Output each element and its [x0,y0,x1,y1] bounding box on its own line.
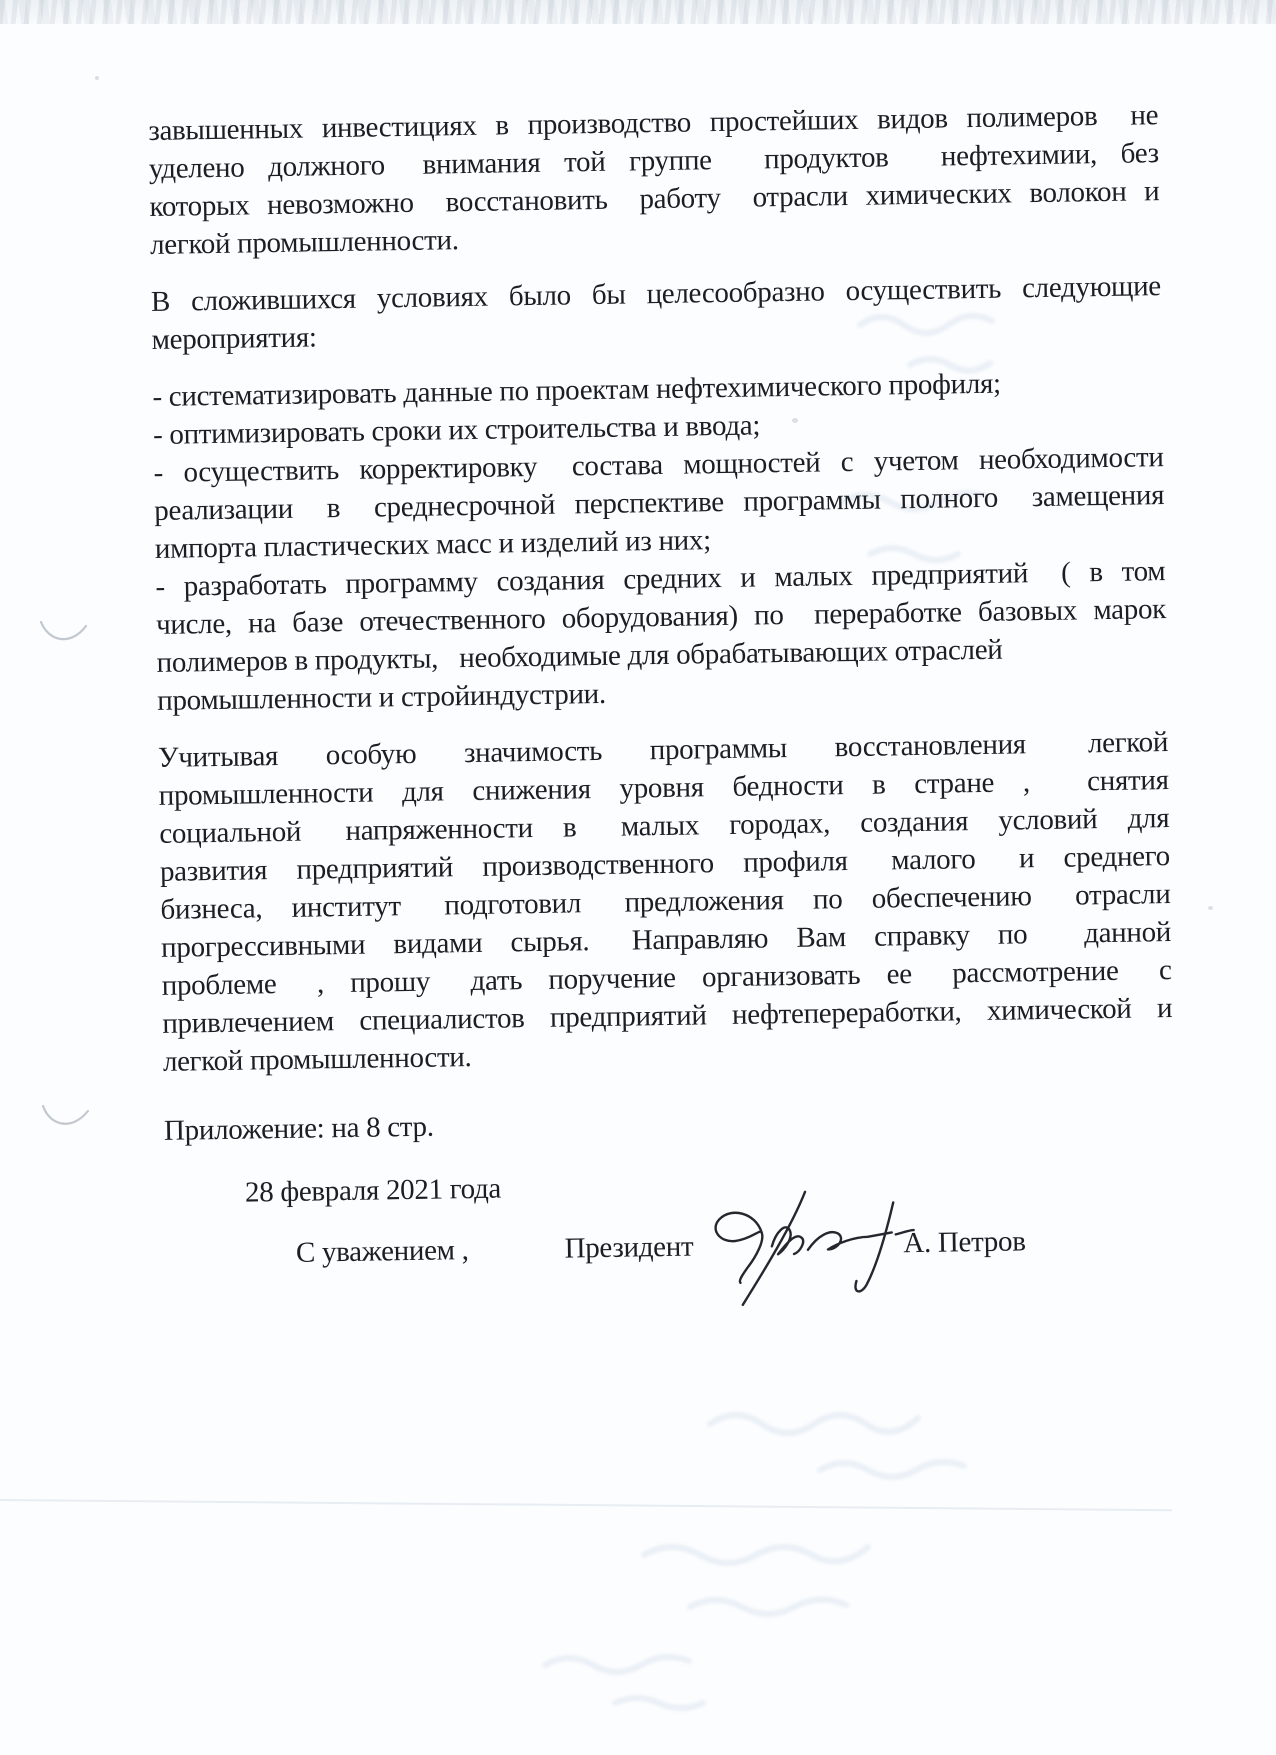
paragraph [158,723,1173,1081]
paragraph-line: В сложившихся условиях было бы целесообразно осуществить следующие [150,270,1162,318]
list-item-line: числе, на базе отечественного оборудования) по переработке базовых марок [155,593,1167,641]
paragraph-line: мероприятия: [151,321,317,356]
list-item-line: полимеров в продукты, необходимые для обрабатывающих отраслей [156,633,1003,679]
letter-body [148,96,1176,1274]
bleed-through-artifact [700,1390,1130,1500]
paragraph-line: которых невозможно восстановить работу отрасли химических волокон и [149,175,1160,223]
list-item-line: реализации в среднесрочной перспективе программы полного замещения [154,479,1165,527]
bleed-through-artifact [630,1525,1100,1635]
closing-phrase: С уважением , [295,1234,469,1269]
paragraph [151,267,1162,359]
paragraph-line: завышенных инвестициях в производство простейших видов полимеров не [148,99,1159,147]
measures-list [152,362,1167,720]
list-item-line: промышленности и стройиндустрии. [157,677,607,717]
paragraph-line: уделено должного внимания той группе продуктов нефтехимии, без [148,137,1160,185]
paragraph-line: промышленности для снижения уровня бедности в стране , снятия [158,764,1169,812]
signature-row [166,1220,1176,1274]
margin-pen-mark [38,614,90,650]
signer-name: А. Петров [903,1225,1026,1260]
bleed-through-artifact [535,1635,855,1725]
list-item-line: - разработать программу создания средних и малых предприятий ( в том [155,555,1166,603]
paragraph-line: проблеме , прошу дать поручение организовать ее рассмотрение с [161,954,1172,1002]
paragraph [148,96,1160,264]
paragraph-line: развития предприятий производственного профиля малого и среднего [159,840,1171,888]
date-line: 28 февраля 2021 года [244,1172,502,1209]
paragraph-line: привлечением специалистов предприятий нефтепереработки, химической и [162,992,1173,1040]
signer-title: Президент [564,1230,694,1265]
paragraph-line: легкой промышленности. [162,1041,472,1078]
scan-artifact-top-band [0,0,1276,24]
paragraph-line: легкой промышленности. [149,224,459,261]
handwritten-signature [665,1184,919,1312]
paragraph-line: прогрессивными видами сырья. Направляю Вам справку по данной [160,916,1172,964]
paragraph-line: социальной напряженности в малых городах, создания условий для [159,802,1170,850]
scan-speck [95,76,99,80]
list-item-line: - систематизировать данные по проектам нефтехимического профиля; [152,367,1002,413]
paragraph-line: бизнеса, институт подготовил предложения по обеспечению отрасли [160,878,1171,926]
paragraph-line: Учитывая особую значимость программы восстановления легкой [157,726,1169,774]
list-item-line: импорта пластических масс и изделий из них; [154,524,712,565]
attachment-note: Приложение: на 8 стр. [163,1110,434,1147]
list-item-line: - оптимизировать сроки их строительства и ввода; [152,409,761,451]
scan-artifact-line [0,1499,1172,1511]
list-item-line: - осуществить корректировку состава мощностей с учетом необходимости [153,441,1164,489]
margin-pen-mark [40,1100,92,1136]
scan-speck [1208,906,1213,910]
